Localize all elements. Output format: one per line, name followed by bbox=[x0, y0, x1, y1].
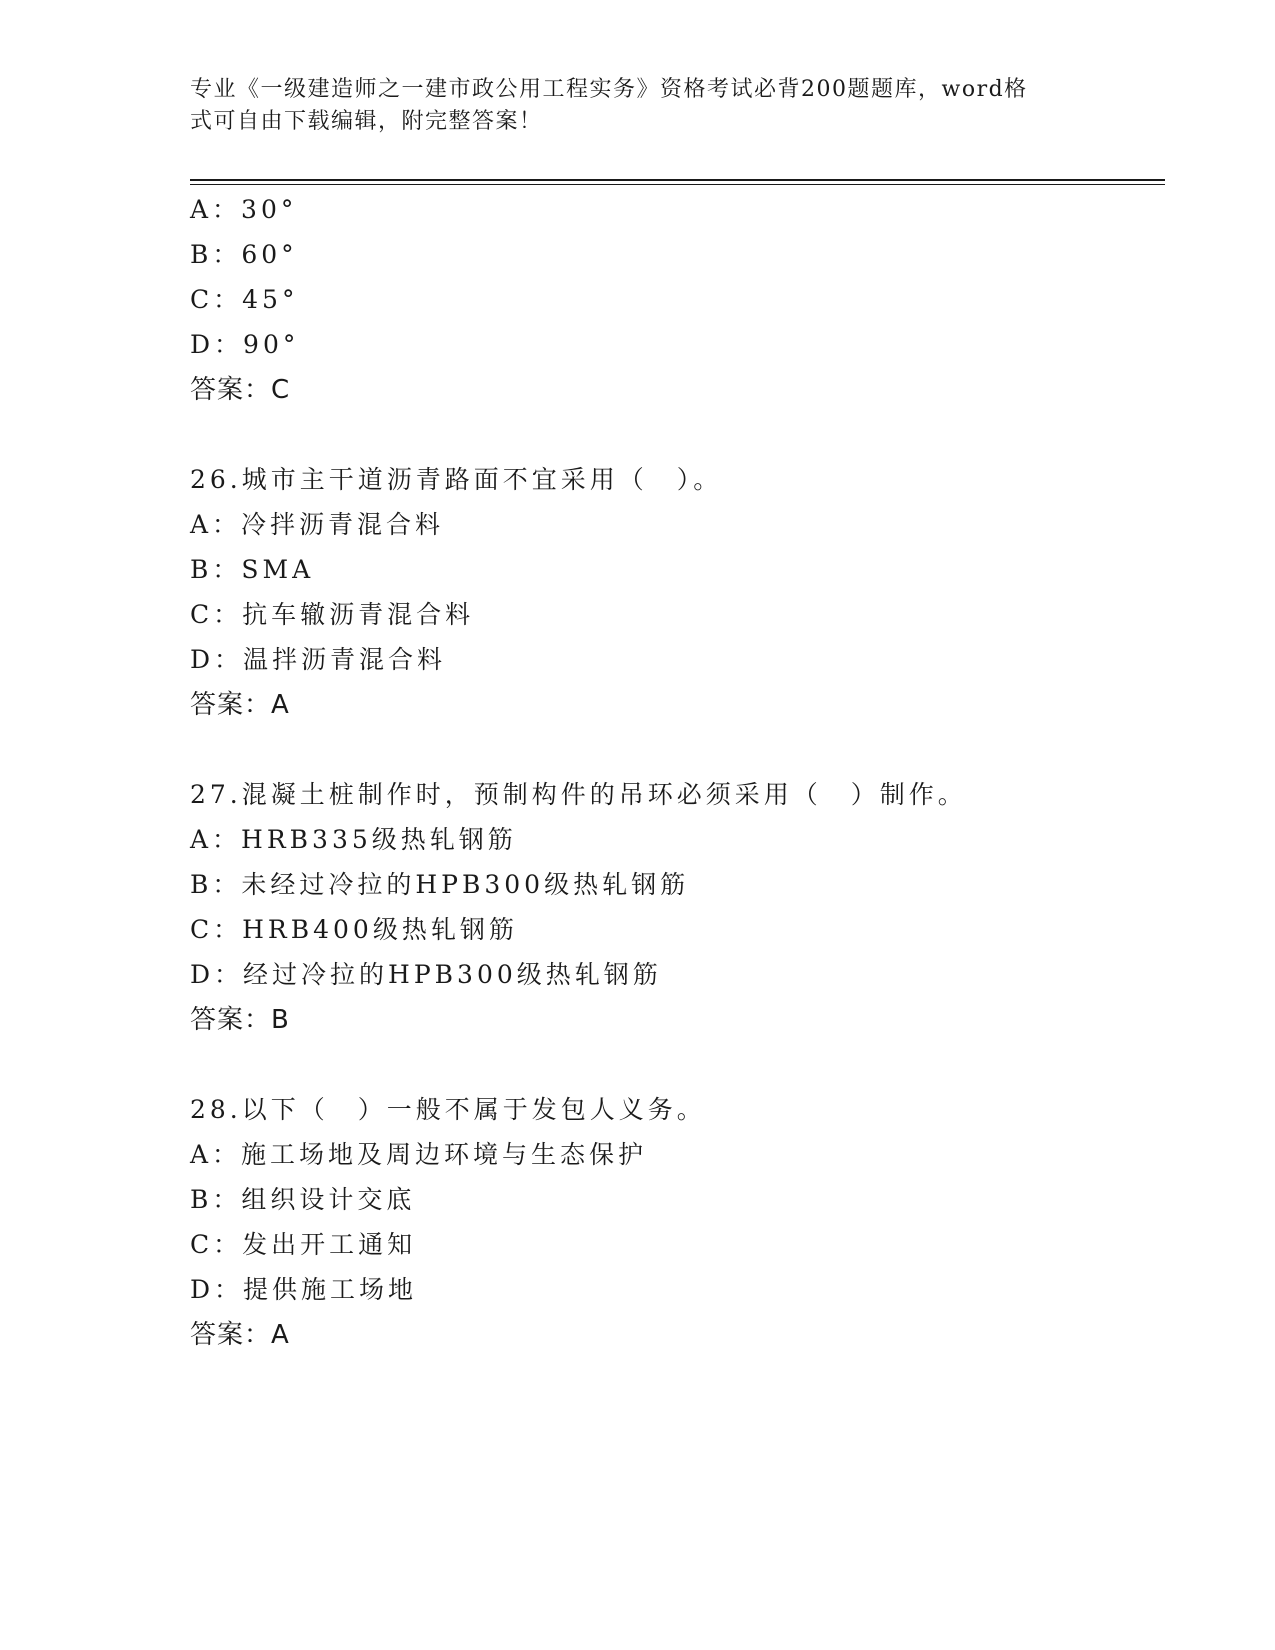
header-line-1: 专业《一级建造师之一建市政公用工程实务》资格考试必背200题题库，word格 bbox=[190, 77, 1028, 102]
document-header bbox=[190, 74, 1090, 138]
q26-answer: 答案：A bbox=[190, 690, 290, 720]
q27-option-a: A：HRB335级热轧钢筋 bbox=[190, 825, 517, 854]
q28-option-a: A：施工场地及周边环境与生态保护 bbox=[190, 1140, 648, 1169]
q28-stem: 28.以下（ ）一般不属于发包人义务。 bbox=[190, 1095, 706, 1124]
header-divider-thick bbox=[190, 179, 1165, 181]
q27-option-b: B：未经过冷拉的HPB300级热轧钢筋 bbox=[190, 870, 690, 899]
q25-option-d: D：90° bbox=[190, 330, 300, 359]
q27-stem: 27.混凝土桩制作时，预制构件的吊环必须采用（ ）制作。 bbox=[190, 780, 967, 809]
q25-option-a: A：30° bbox=[190, 195, 298, 224]
q25-option-b: B：60° bbox=[190, 240, 298, 269]
q28-option-c: C：发出开工通知 bbox=[190, 1230, 417, 1259]
q28-answer: 答案：A bbox=[190, 1320, 290, 1350]
q26-stem: 26.城市主干道沥青路面不宜采用（ ）。 bbox=[190, 465, 723, 494]
q26-option-d: D：温拌沥青混合料 bbox=[190, 645, 447, 674]
q26-option-a: A：冷拌沥青混合料 bbox=[190, 510, 445, 539]
q26-option-c: C：抗车辙沥青混合料 bbox=[190, 600, 475, 629]
q28-option-d: D：提供施工场地 bbox=[190, 1275, 418, 1304]
q26-option-b: B：SMA bbox=[190, 555, 315, 584]
q25-answer: 答案：C bbox=[190, 375, 291, 405]
q27-option-c: C：HRB400级热轧钢筋 bbox=[190, 915, 518, 944]
q28-option-b: B：组织设计交底 bbox=[190, 1185, 416, 1214]
header-line-2: 式可自由下载编辑，附完整答案！ bbox=[190, 109, 543, 134]
q27-option-d: D：经过冷拉的HPB300级热轧钢筋 bbox=[190, 960, 662, 989]
q27-answer: 答案：B bbox=[190, 1005, 290, 1035]
q25-option-c: C：45° bbox=[190, 285, 299, 314]
header-divider-thin bbox=[190, 184, 1165, 185]
